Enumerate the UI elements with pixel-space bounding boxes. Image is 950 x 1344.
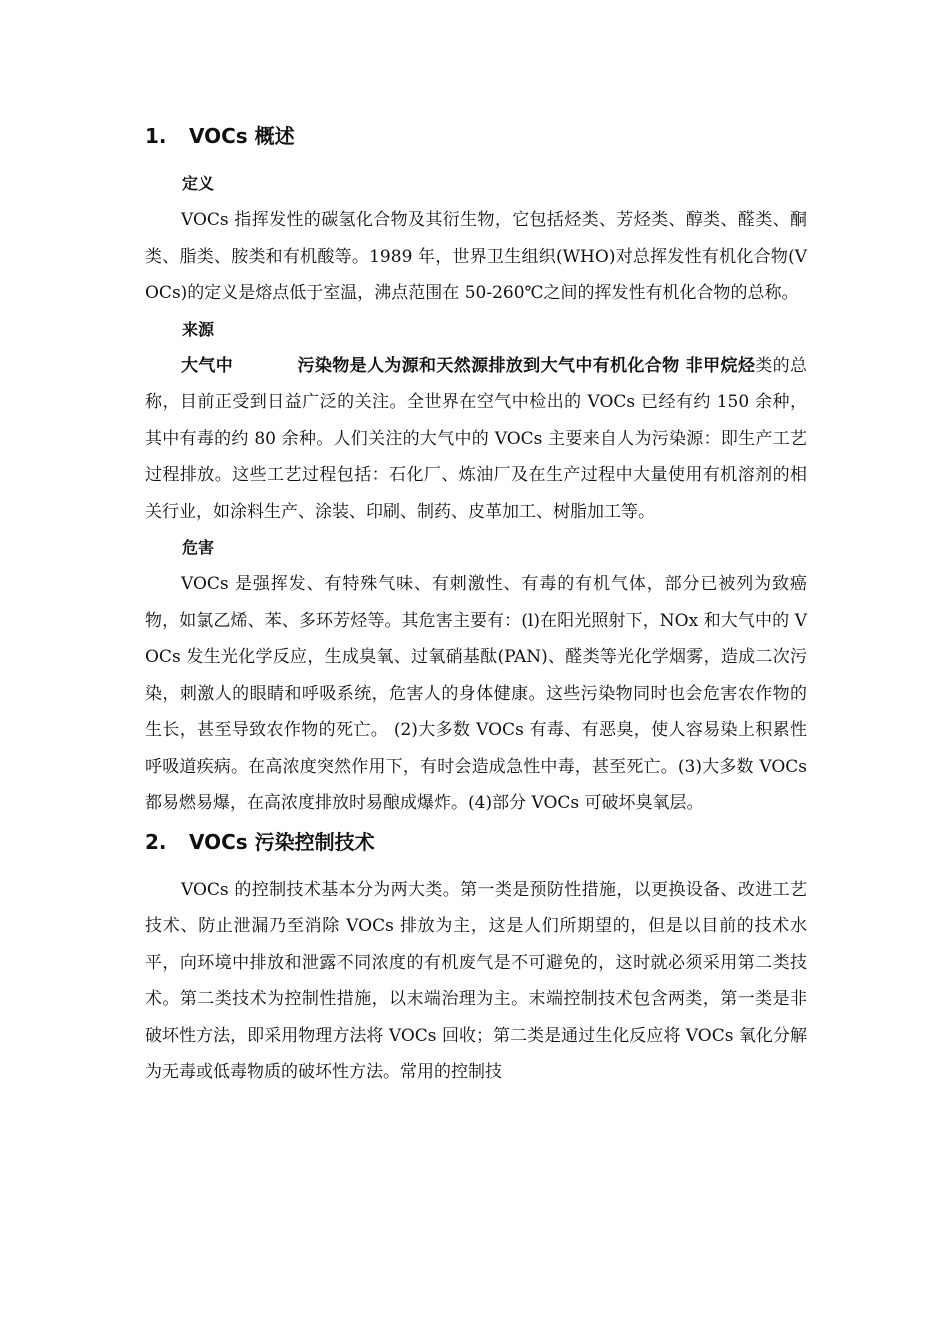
section-heading-overview (145, 118, 807, 154)
section-title: VOCs 污染控制技术 (189, 829, 375, 854)
section-number: 2. (145, 829, 167, 854)
section-heading-control (145, 824, 807, 860)
paragraph-control: VOCs 的控制技术基本分为两大类。第一类是预防性措施，以更换设备、改进工艺技术、防止泄漏乃至消除 VOCs 排放为主，这是人们所期望的，但是以目前的技术水平，向环境中排放和泄露不同浓度的有机废气是不可避免的，这时就必须采用第二类技术。第二类技术为控制性措施，以末端治理为主。末端控制技术包含两类，第一类是非破坏性方法，即采用物理方法将 VOCs 回收；第二类是通过生化反应将 VOCs 氧化分解为无毒或低毒物质的破坏性方法。常用的控制技 (145, 879, 807, 1082)
source-lead-a: 大气中 (181, 355, 234, 376)
section-number: 1. (145, 124, 167, 148)
paragraph-hazard: VOCs 是强挥发、有特殊气味、有刺激性、有毒的有机气体，部分已被列为致癌物，如氯乙烯、苯、多环芳烃等。其危害主要有：(l)在阳光照射下，NOx 和大气中的 VOCs 发生光化学反应，生成臭氧、过氧硝基酞(PAN)、醛类等光化学烟雾，造成二次污染，刺激人的眼睛和呼吸系统，危害人的身体健康。这些污染物同时也会危害农作物的生长，甚至导致农作物的死亡。 (2)大多数 VOCs 有毒、有恶臭，使人容易染上积累性呼吸道疾病。在高浓度突然作用下，有时会造成急性中毒，甚至死亡。(3)大多数 VOCs 都易燃易爆，在高浓度排放时易酿成爆炸。(4)部分 VOCs 可破坏臭氧层。 (145, 574, 807, 813)
section-title: VOCs 概述 (189, 124, 295, 148)
document-content (145, 118, 807, 1091)
paragraph-source (145, 348, 807, 531)
source-lead-b: 污染物是人为源和天然源排放到大气中有机化合物 非甲烷烃 (297, 355, 756, 376)
subheading-source: 来源 (182, 319, 215, 339)
paragraph-definition: VOCs 指挥发性的碳氢化合物及其衍生物，它包括烃类、芳烃类、醇类、醛类、酮类、脂类、胺类和有机酸等。1989 年，世界卫生组织(WHO)对总挥发性有机化合物(VOCs)的定义是熔点低于室温，沸点范围在 50-260℃之间的挥发性有机化合物的总称。 (145, 210, 807, 303)
subheading-hazard: 危害 (182, 538, 215, 557)
source-text: 类的总称，目前正受到日益广泛的关注。全世界在空气中检出的 VOCs 已经有约 150 余种，其中有毒的约 80 余种。人们关注的大气中的 VOCs 主要来自人为污染源：即生产工艺过程排放。这些工艺过程包括：石化厂、炼油厂及在生产过程中大量使用有机溶剂的相关行业，如涂料生产、涂装、印刷、制药、皮革加工、树脂加工等。 (145, 355, 808, 522)
subheading-definition: 定义 (182, 174, 215, 193)
